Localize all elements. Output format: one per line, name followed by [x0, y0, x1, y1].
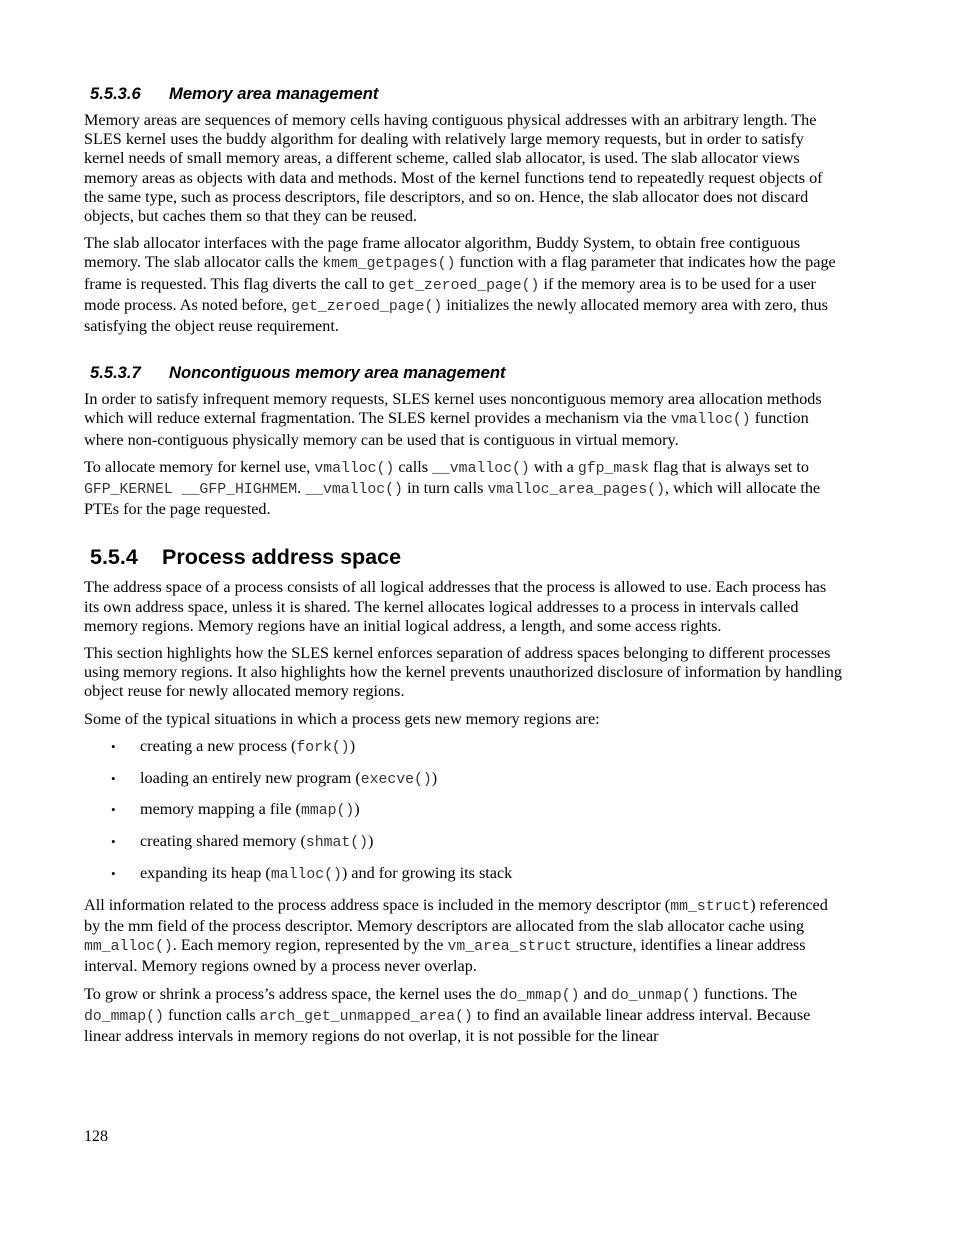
list-item — [84, 864, 844, 885]
text-run: . — [297, 479, 306, 498]
code-do-unmap: do_unmap() — [610, 987, 700, 1004]
code-vmalloc: vmalloc() — [670, 412, 751, 429]
list-item — [84, 800, 844, 821]
paragraph — [84, 390, 844, 450]
paragraph: The address space of a process consists of all logical addresses that the process is allowed to use. Each process has its own address space, unless it is shared. The kernel allocates logical addresses to a process in intervals called memory regions. Memory regions have an initial logical address, a length, and some access rights. — [84, 578, 827, 635]
section-title: Memory area management — [169, 84, 379, 103]
paragraph — [84, 458, 844, 520]
code-mm-alloc: mm_alloc() — [84, 939, 173, 956]
section-heading-5536 — [90, 84, 844, 104]
text-run: memory mapping a file ( — [140, 800, 301, 819]
paragraph — [84, 234, 844, 336]
section-heading-554 — [90, 544, 844, 570]
text-run: if the memory area is to be used for a user mode process. As noted before, — [84, 274, 816, 314]
code-mmap: mmap() — [300, 803, 355, 820]
paragraph: This section highlights how the SLES kernel enforces separation of address spaces belonging to different processes using memory regions. It also highlights how the kernel prevents unauthorized disclosure of information by handling object reuse for newly allocated memory regions. — [84, 644, 842, 701]
text-run: , which will allocate the PTEs for the page requested. — [84, 479, 821, 519]
code-do-mmap: do_mmap() — [84, 1008, 164, 1025]
text-run: creating shared memory ( — [140, 832, 306, 851]
text-run: ) referenced by the mm field of the process descriptor. Memory descriptors are allocated from the slab allocator cache using — [84, 895, 828, 936]
code-shmat: shmat() — [305, 835, 369, 852]
list-item — [84, 737, 844, 758]
bullet-icon: • — [111, 834, 116, 850]
text-run: The slab allocator interfaces with the page frame allocator algorithm, Buddy System, to obtain free contiguous memory. The slab allocator calls the — [84, 234, 801, 272]
text-run: ) — [431, 768, 438, 787]
bullet-list — [84, 737, 844, 885]
text-run: To allocate memory for kernel use, — [84, 457, 315, 476]
bullet-icon: • — [111, 866, 116, 882]
section-title: Process address space — [162, 545, 402, 570]
code-get-zeroed-page: get_zeroed_page() — [388, 277, 540, 294]
text-run: structure, identifies a linear address interval. Memory regions owned by a process never overlap. — [84, 936, 806, 976]
section-heading-5537 — [90, 363, 844, 383]
code-arch-get-unmapped-area: arch_get_unmapped_area() — [259, 1008, 473, 1025]
text-run: to find an available linear address interval. Because linear address intervals in memory regions do not overlap, it is not possible for the linear — [84, 1005, 811, 1046]
code-mm-struct: mm_struct — [670, 898, 751, 915]
text-run: function calls — [163, 1005, 260, 1024]
paragraph — [84, 985, 844, 1047]
code-malloc: malloc() — [270, 867, 342, 884]
section-number: 5.5.4 — [90, 545, 138, 570]
text-run: In order to satisfy infrequent memory requests, SLES kernel uses noncontiguous memory area allocation methods which will reduce external fragmentation. The SLES kernel provides a mechanism via the — [84, 390, 822, 428]
code-gfp-mask: gfp_mask — [577, 460, 649, 477]
code-vmalloc: vmalloc() — [314, 460, 395, 477]
text-run: ) — [368, 832, 374, 851]
text-run: with a — [529, 457, 578, 476]
text-run: To grow or shrink a process’s address space, the kernel uses the — [84, 984, 500, 1003]
text-run: . Each memory region, represented by the — [172, 936, 448, 955]
code-gfp-flags: GFP_KERNEL __GFP_HIGHMEM — [84, 482, 298, 499]
text-run: functions. The — [699, 984, 798, 1003]
text-run: ) — [354, 800, 360, 819]
text-run: loading an entirely new program ( — [140, 768, 361, 787]
bullet-icon: • — [111, 738, 116, 754]
section-number: 5.5.3.7 — [90, 363, 141, 383]
code-execve: execve() — [360, 771, 432, 788]
text-run: and — [579, 984, 611, 1003]
text-run: initializes the newly allocated memory area with zero, thus satisfying the object reuse requirement. — [84, 295, 828, 336]
text-run: calls — [394, 457, 433, 476]
code-get-zeroed-page: get_zeroed_page() — [291, 298, 443, 315]
section-number: 5.5.3.6 — [90, 84, 141, 103]
bullet-icon: • — [111, 770, 116, 786]
text-run: function where non-contiguous physically memory can be used that is contiguous in virtual memory. — [84, 409, 809, 449]
text-run: creating a new process ( — [140, 736, 297, 755]
paragraph: Memory areas are sequences of memory cells having contiguous physical addresses with an arbitrary length. The SLES kernel uses the buddy algorithm for dealing with relatively large memory requests, but in order to satisfy kernel needs of small memory areas, a different scheme, called slab allocator, is used. The slab allocator views memory areas as objects with data and methods. Most of the kernel functions tend to repeatedly request objects of the same type, such as process descriptors, file descriptors, and so on. Hence, the slab allocator does not discard objects, but caches them so that they can be reused. — [84, 111, 823, 226]
code-kmem-getpages: kmem_getpages() — [322, 256, 456, 273]
bullet-icon: • — [111, 802, 116, 818]
paragraph — [84, 896, 844, 977]
text-run: in turn calls — [402, 479, 488, 498]
code-underscore-vmalloc: __vmalloc() — [305, 482, 403, 499]
section-title: Noncontiguous memory area management — [169, 363, 506, 383]
text-run: expanding its heap ( — [140, 864, 271, 883]
code-vm-area-struct: vm_area_struct — [447, 939, 572, 956]
list-item — [84, 769, 844, 790]
text-run: flag that is always set to — [648, 457, 809, 476]
page-content — [84, 84, 844, 1054]
list-item — [84, 832, 844, 853]
code-fork: fork() — [296, 739, 350, 756]
text-run: function with a flag parameter that indicates how the page frame is requested. This flag diverts the call to — [84, 253, 836, 293]
code-underscore-vmalloc: __vmalloc() — [432, 460, 530, 477]
page-number: 128 — [84, 1128, 108, 1145]
text-run: All information related to the process address space is included in the memory descriptor ( — [84, 895, 671, 914]
code-do-mmap: do_mmap() — [499, 987, 580, 1004]
paragraph: Some of the typical situations in which a process gets new memory regions are: — [84, 709, 600, 728]
text-run: ) — [349, 736, 356, 755]
code-vmalloc-area-pages: vmalloc_area_pages() — [487, 482, 666, 499]
text-run: ) and for growing its stack — [341, 864, 513, 883]
